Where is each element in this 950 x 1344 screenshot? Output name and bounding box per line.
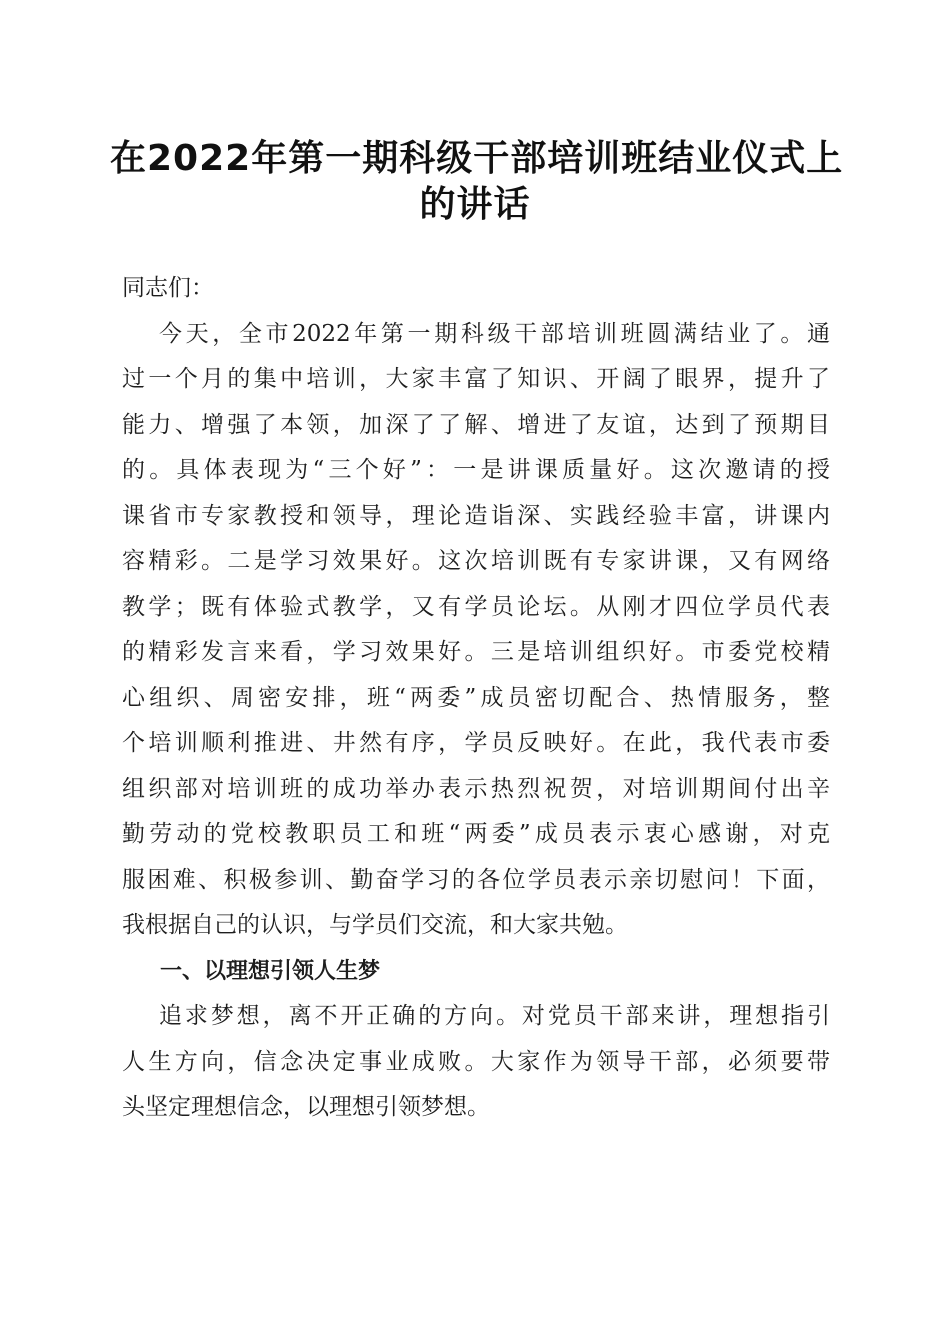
paragraph-line: 过一个月的集中培训，大家丰富了知识、开阔了眼界，提升了 — [122, 366, 830, 392]
paragraph-1 — [122, 312, 830, 949]
paragraph-line: 人生方向，信念决定事业成败。大家作为领导干部，必须要带 — [122, 1048, 830, 1075]
paragraph-line: 个培训顺利推进、井然有序，学员反映好。在此，我代表市委 — [122, 730, 830, 756]
paragraph-line-last: 我根据自己的认识，与学员们交流，和大家共勉。 — [122, 912, 628, 938]
title-line-1: 在2022年第一期科级干部培训班结业仪式上 — [110, 138, 844, 179]
document-body — [122, 266, 830, 1131]
paragraph-line: 追求梦想，离不开正确的方向。对党员干部来讲，理想指引 — [159, 1003, 830, 1029]
paragraph-line: 的精彩发言来看，学习效果好。三是培训组织好。市委党校精 — [122, 639, 830, 665]
paragraph-line: 能力、增强了本领，加深了了解、增进了友谊，达到了预期目 — [122, 411, 830, 438]
document-title — [110, 136, 844, 228]
paragraph-line-last: 头坚定理想信念，以理想引领梦想。 — [122, 1094, 490, 1120]
title-line-2: 的讲话 — [419, 184, 531, 225]
paragraph-line: 的。具体表现为“三个好”：一是讲课质量好。这次邀请的授 — [122, 457, 830, 483]
paragraph-line: 心组织、周密安排，班“两委”成员密切配合、热情服务，整 — [122, 684, 830, 711]
paragraph-line: 容精彩。二是学习效果好。这次培训既有专家讲课，又有网络 — [122, 548, 830, 574]
paragraph-line: 课省市专家教授和领导，理论造诣深、实践经验丰富，讲课内 — [122, 502, 830, 529]
paragraph-line: 服困难、积极参训、勤奋学习的各位学员表示亲切慰问！下面， — [122, 866, 830, 893]
paragraph-line: 组织部对培训班的成功举办表示热烈祝贺，对培训期间付出辛 — [122, 775, 830, 802]
salutation: 同志们： — [122, 275, 214, 301]
paragraph-line: 今天，全市2022年第一期科级干部培训班圆满结业了。通 — [159, 320, 830, 347]
paragraph-line: 教学；既有体验式教学，又有学员论坛。从刚才四位学员代表 — [122, 593, 830, 620]
section-heading: 一、以理想引领人生梦 — [160, 958, 381, 984]
paragraph-line: 勤劳动的党校教职员工和班“两委”成员表示衷心感谢，对克 — [122, 821, 830, 847]
paragraph-2 — [122, 994, 830, 1131]
